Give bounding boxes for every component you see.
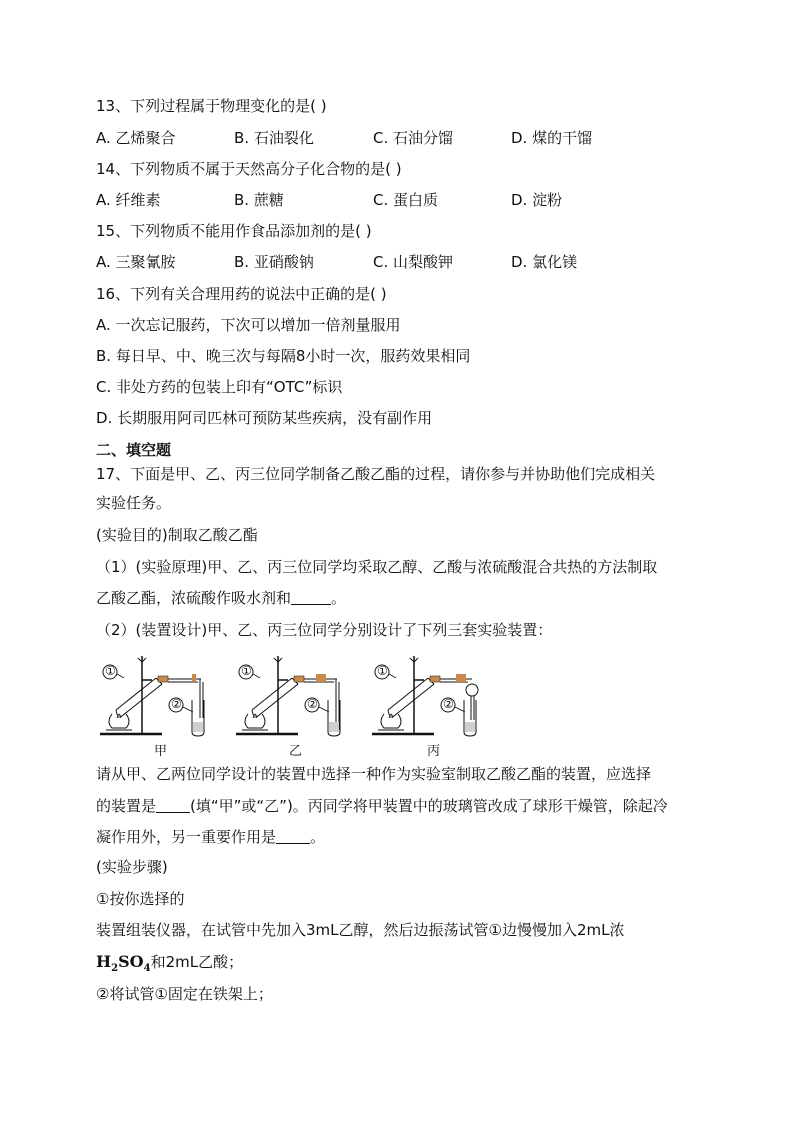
q14-stem: 14、下列物质不属于天然高分子化合物的是( ) [96,160,402,178]
q14-options [96,190,696,210]
apparatus-figure [96,650,496,760]
q16-option-b: B. 每日早、中、晚三次与每隔8小时一次，服药效果相同 [96,347,471,365]
q17-step2: ②将试管①固定在铁架上； [96,985,273,1003]
chemical-formula-h2so4: $H_2SO_4$ [96,952,151,975]
q17-steps-title: (实验步骤) [96,858,168,876]
q16-option-a: A. 一次忘记服药，下次可以增加一倍剂量服用 [96,316,401,334]
q17-question-text-d: 。 [310,828,326,846]
q14-option-d: D. 淀粉 [511,191,563,209]
caption-jia: 甲 [154,744,168,759]
q16-option-c: C. 非处方药的包装上印有“OTC”标识 [96,378,343,396]
q17-intro-line1: 17、下面是甲、乙、丙三位同学制备乙酸乙酯的过程，请你参与并协助他们完成相关 [96,465,656,483]
q15-option-a: A. 三聚氰胺 [96,253,176,271]
answer-blank-2[interactable] [156,798,190,813]
q16-option-d: D. 长期服用阿司匹林可预防某些疾病，没有副作用 [96,409,433,427]
answer-blank-3[interactable] [276,829,310,844]
q17-question-line3 [96,827,325,847]
q13-options [96,128,696,148]
caption-bing: 丙 [427,744,441,759]
q17-question-text-b: (填“甲”或“乙”)。丙同学将甲装置中的玻璃管改成了球形干燥管，除起冷 [190,797,668,815]
q17-question-text-a: 的装置是 [96,797,157,815]
apparatus-jia-marker-2: ② [171,697,182,711]
q17-part1-line1: （1）(实验原理)甲、乙、丙三位同学均采取乙醇、乙酸与浓硫酸混合共热的方法制取 [96,558,658,576]
q16-stem: 16、下列有关合理用药的说法中正确的是( ) [96,285,387,303]
q13-option-c: C. 石油分馏 [373,129,454,147]
q17-question-text-c: 凝作用外，另一重要作用是 [96,828,277,846]
caption-yi: 乙 [289,744,303,759]
q17-step1-end: 和2mL乙酸； [150,953,244,971]
q17-part1-line2 [96,588,346,608]
q13-option-a: A. 乙烯聚合 [96,129,176,147]
q17-purpose: (实验目的)制取乙酸乙酯 [96,526,258,544]
q14-option-a: A. 纤维素 [96,191,161,209]
apparatus-bing-marker-1: ① [377,664,388,678]
q17-step1-line3 [96,952,243,979]
q17-question-line2 [96,796,668,816]
q17-step1-line1: ①按你选择的 [96,890,185,908]
apparatus-yi [232,650,357,740]
q13-option-d: D. 煤的干馏 [511,129,593,147]
q15-option-c: C. 山梨酸钾 [373,253,454,271]
apparatus-bing [368,650,493,740]
apparatus-jia [96,650,221,740]
apparatus-yi-marker-2: ② [307,697,318,711]
q17-part1-end: 。 [331,589,347,607]
q14-option-b: B. 蔗糖 [234,191,284,209]
answer-blank-1[interactable] [291,590,331,605]
q15-options [96,252,696,272]
q17-part2: （2）(装置设计)甲、乙、丙三位同学分别设计了下列三套实验装置： [96,621,553,639]
q17-part1-text: 乙酸乙酯，浓硫酸作吸水剂和 [96,589,292,607]
apparatus-jia-marker-1: ① [105,664,116,678]
q17-step1-line2: 装置组装仪器，在试管中先加入3mL乙醇，然后边振荡试管①边慢慢加入2mL浓 [96,921,625,939]
q15-stem: 15、下列物质不能用作食品添加剂的是( ) [96,222,372,240]
apparatus-yi-marker-1: ① [241,664,252,678]
q13-stem: 13、下列过程属于物理变化的是( ) [96,97,327,115]
q13-option-b: B. 石油裂化 [234,129,314,147]
q15-option-b: B. 亚硝酸钠 [234,253,314,271]
q17-question-line1: 请从甲、乙两位同学设计的装置中选择一种作为实验室制取乙酸乙酯的装置，应选择 [96,765,652,783]
apparatus-bing-marker-2: ② [443,697,454,711]
q14-option-c: C. 蛋白质 [373,191,439,209]
q15-option-d: D. 氯化镁 [511,253,578,271]
section-heading: 二、填空题 [96,441,172,459]
q17-intro-line2: 实验任务。 [96,494,172,512]
